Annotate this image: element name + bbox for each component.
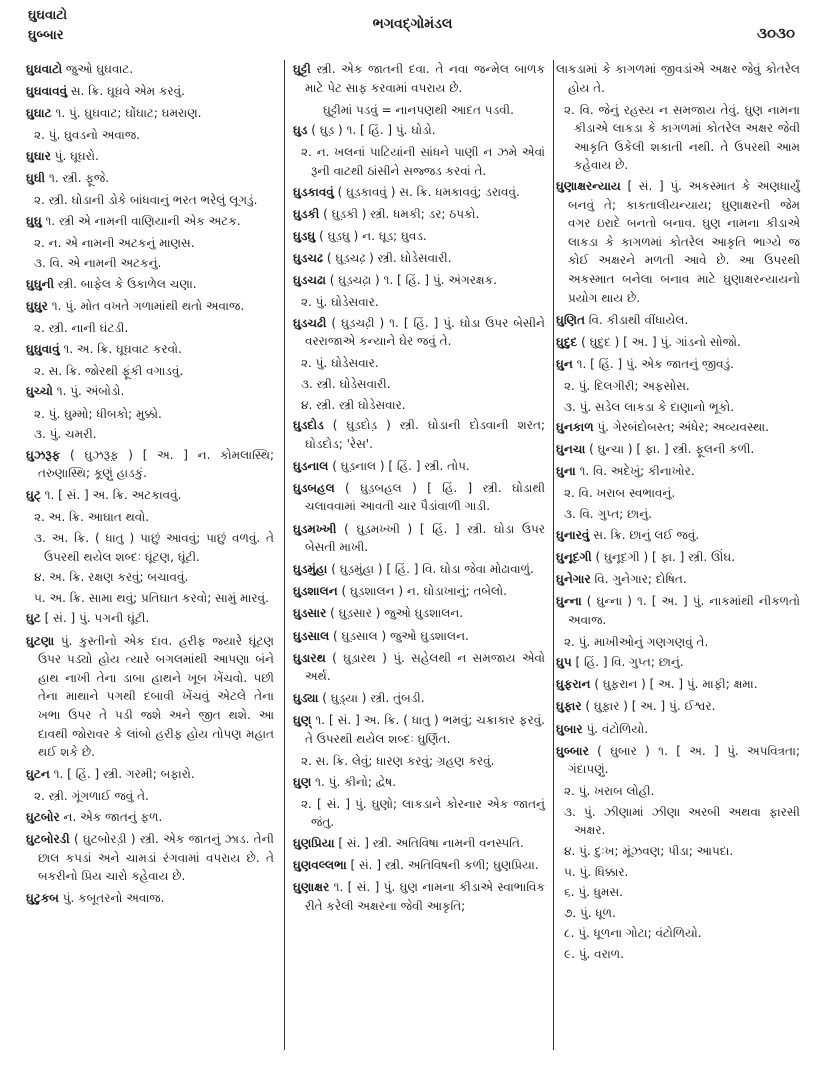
- headword: ઘુણ: [293, 774, 312, 789]
- sub-sense: ૨. અ. ક્રિ. આઘાત થવો.: [34, 510, 150, 525]
- dictionary-entry: [556, 60, 800, 97]
- definition: પું. કબૂતરનો અવાજ.: [62, 891, 165, 906]
- sub-sense: ૨. પું. માખીઓનું ગણગણવું તે.: [564, 634, 709, 649]
- headword: ઘુણપ્રિયા: [293, 835, 335, 850]
- sub-sense: ૩. પું. ચમરી.: [34, 427, 97, 442]
- headword: ઘુટ્ટી: [293, 62, 311, 76]
- dictionary-entry: [26, 446, 274, 483]
- sub-sense: ૨. વિ. ખરાબ સ્વભાવનું.: [564, 486, 676, 501]
- sub-sense: ૩. વિ. એ નામની અટકનું.: [34, 256, 162, 271]
- dictionary-entry: [556, 742, 800, 779]
- headword: ઘુફાર: [556, 699, 582, 714]
- definition: ( ઘુન્ચા ) [ ફા. ] સ્ત્રી. ફૂલની કળી.: [589, 442, 755, 457]
- definition: ( ઘુનૂદગી ) [ ફા. ] સ્ત્રી. ઊંઘ.: [595, 549, 736, 564]
- definition: ( ઘુડ઼દોડ઼ ) સ્ત્રી. ઘોડાની દોડવાની શરત; ઘોડદોડ; 'રેસ'.: [305, 418, 545, 451]
- headword: ઘુડમુંહા: [293, 562, 328, 577]
- headword: ઘુણાક્ષરન્યાય: [556, 179, 621, 194]
- dictionary-entry: [556, 720, 800, 739]
- headword: ઘુફરાન: [556, 677, 591, 692]
- headword: ઘુટણા: [26, 633, 55, 648]
- definition: ( ઘુડ઼સાલ ) જુઓ ઘુડશાલન.: [332, 628, 469, 643]
- headword: ઘુન: [556, 356, 573, 371]
- dictionary-entry: [26, 632, 274, 762]
- definition: ૧. [ સં. ] અ. ક્રિ. અટકાવવું.: [44, 488, 182, 503]
- dictionary-entry: [556, 592, 800, 629]
- dictionary-entry: [556, 526, 800, 545]
- headword: ઘુટુકબ: [26, 891, 59, 906]
- definition: ( ઘુડ઼ ) ૧. [ હિં. ] પું. ઘોડો.: [311, 123, 436, 138]
- definition: ( ઘુડ઼્યા ) સ્ત્રી. તુંબડી.: [322, 691, 425, 706]
- dictionary-entry: [556, 355, 800, 374]
- sub-sense: ૨. પું. ઘુમ્મો; ધીબકો; મુક્કો.: [34, 406, 162, 421]
- column-1: [26, 60, 274, 911]
- definition: ( ઘુડ઼ઘુ ) ન. ઘૂડ; ઘુવડ.: [319, 228, 427, 243]
- definition: ( ઘુડ઼શાલન ) ન. ઘોડાખાનું; તબેલો.: [341, 584, 507, 599]
- sub-sense: ૩. વિ. ગુપ્ત; છાનું.: [564, 507, 652, 522]
- headword: ઘુટબોર: [26, 809, 60, 824]
- headword: ઘુઘુ: [26, 213, 42, 228]
- headword: ઘુણ્: [293, 713, 312, 728]
- dictionary-entry: [293, 205, 545, 224]
- headword: ઘુડસાર: [293, 606, 327, 621]
- dictionary-entry: [26, 382, 274, 401]
- definition: ( ઘુડ઼ારથ ) પું. સહેલથી ન સમજાય એવો અર્થ.: [305, 650, 545, 684]
- sub-sense: ૩. સ્ત્રી. ઘોડેસવારી.: [301, 376, 391, 391]
- guide-word-first: ઘુઘવાટો: [28, 8, 68, 23]
- headword: ઘુણાક્ષર: [293, 880, 330, 895]
- sub-sense: ૨. ન. ખલનાં પાટિયાંની સાંધને પાણી ન ઝમે એવાં રૂની વાટથી ઠાંસીને સજ્જડ કરવાં તે.: [301, 145, 545, 178]
- headword: ઘુડનાલ: [293, 458, 329, 473]
- headword: ઘુનારવું: [556, 527, 590, 542]
- definition: પું. ઘૂઘરો.: [54, 148, 99, 163]
- headword: ઘુડારથ: [293, 650, 326, 665]
- definition: ૧. પું. કીનો; દ્વેષ.: [315, 774, 397, 789]
- dictionary-entry: [293, 416, 545, 453]
- definition: ( ઘુડ઼કી ) સ્ત્રી. ધમકી; ડર; ઠપકો.: [323, 206, 480, 221]
- idiom: ઘુટ્ટીમાં પડવું = નાનપણથી આદત પડવી.: [323, 102, 514, 117]
- headword: ઘુના: [556, 464, 576, 479]
- headword: ઘુઝરૂફ: [26, 447, 61, 462]
- definition: ૧. [ સં. ] પું. ઘુણ નામના કીડાએ સ્વાભાવિક રીતે કરેલી અક્ષરના જેવી આકૃતિ;: [305, 880, 545, 913]
- headword: ઘુડ્યા: [293, 691, 319, 706]
- sub-sense: ૪. પું. દુઃખ; મૂંઝવણ; પીડા; આપદા.: [564, 844, 734, 859]
- definition: જુઓ ઘુઘવાટ.: [65, 62, 134, 76]
- headword: ઘુટબોરડી: [26, 831, 70, 846]
- dictionary-entry: [26, 765, 274, 784]
- column-2: [284, 60, 554, 1050]
- dictionary-entry: [293, 271, 545, 290]
- dictionary-entry: [556, 462, 800, 481]
- sub-sense: ૭. પું. ધૂળ.: [564, 905, 616, 920]
- page-number: ૩૦૩૦: [756, 24, 795, 42]
- sub-sense: ૨. પું. ઘોડેસવાર.: [301, 295, 379, 310]
- sub-sense: ૫. અ. ક્રિ. સામા થવું; પ્રતિઘાત કરવો; સામું મારવું.: [34, 590, 269, 605]
- definition: [ સં. ] પું. અકસ્માત કે અણધાર્યું બનવું તે; કાકતાલીયન્યાય; ઘુણાક્ષરની જેમ વગર ઇરાદે બનતો બનાવ. ઘુણ નામના કીડાએ લાકડા કે કાગળમાં કોતરેલ આકૃતિ ભાગ્યે જ કોઈ અક્ષરને મળતી આવે છે. આ ઉપરથી અકસ્માત બનેલા બનાવ માટે ઘુણાક્ષરન્યાયનો પ્રયોગ થાય છે.: [568, 179, 800, 305]
- headword: ઘુડબહલ: [293, 480, 335, 495]
- dictionary-entry: [26, 889, 274, 908]
- dictionary-entry: [293, 314, 545, 351]
- dictionary-entry: [293, 520, 545, 557]
- dictionary-entry: [293, 121, 545, 140]
- dictionary-entry: [293, 773, 545, 792]
- headword: ઘુટ: [26, 611, 41, 626]
- definition: ન. એક જાતનું ફળ.: [63, 809, 163, 824]
- definition: ( ઘુડ઼બહલ ) [ હિં. ] સ્ત્રી. ઘોડાથી ચલાવવામાં આવતી ચાર પૈડાંવાળી ગાડી.: [305, 480, 545, 514]
- dictionary-entry: [556, 548, 800, 567]
- definition: [ સં. ] સ્ત્રી. અતિવિષની કળી; ઘુણપ્રિયા.: [350, 858, 539, 873]
- sub-sense: ૩. પું. સડેલ લાકડા કે દાણાનો ભૂકો.: [564, 399, 735, 414]
- sub-sense: ૩. અ. ક્રિ. ( ધાતુ ) પાછું આવવું; પાછું વળવું. તે ઉપરથી થયેલ શબ્દઃ ઘૂંટણ, ઘૂંટી.: [34, 531, 274, 564]
- dictionary-entry: [26, 147, 274, 166]
- dictionary-entry: [556, 440, 800, 459]
- definition: ( ઘુન્ના ) ૧. [ અ. ] પું. નાકમાંથી નીકળતો અવાજ.: [568, 593, 800, 627]
- sub-sense: ૨. સ્ત્રી. નાની ઘંટડી.: [34, 321, 129, 336]
- headword: ઘુચ્ચો: [26, 384, 53, 399]
- dictionary-entry: [556, 333, 800, 352]
- definition: સ. ક્રિ. ઘૂઘવે એમ કરવું.: [70, 84, 185, 99]
- sub-sense: ૯. પું. વરાળ.: [564, 947, 624, 962]
- definition: ( ઘુડ઼મુંહા ) [ હિં. ] વિ. ઘોડા જેવા મોઢાવાળું.: [331, 562, 534, 577]
- dictionary-entry: [26, 275, 274, 294]
- headword: ઘુબ્બાર: [556, 743, 589, 758]
- headword: ઘુડશાલન: [293, 584, 338, 599]
- definition: ૧. [ હિં. ] સ્ત્રી. ગરમી; બફારો.: [53, 767, 195, 782]
- definition: ( ઘુટબોરડ઼ી ) સ્ત્રી. એક જાતનું ઝાડ. તેની છાલ કપડાં અને ચામડાં રંગવામાં વપરાય છે. તે બકરીનો પ્રિય ચારો કહેવાય છે.: [38, 831, 274, 884]
- definition: સ. ક્રિ. છાનું લઈ જવું.: [593, 527, 700, 542]
- definition: પું. વંટોળિયો.: [586, 721, 649, 736]
- headword: ઘુનકાળ: [556, 420, 594, 435]
- definition: ( ઘુબાર ) ૧. [ અ. ] પું. અપવિત્રતા; ગંદાપણું.: [568, 743, 800, 777]
- headword: ઘુણવલ્લભા: [293, 858, 347, 873]
- dictionary-entry: [26, 340, 274, 359]
- headword: ઘુઘુવાવું: [26, 341, 60, 356]
- headword: ઘુડમખ્ખી: [293, 521, 337, 536]
- definition: ( ઘુડ઼ચઢ઼ ) સ્ત્રી. ઘોડેસવારી.: [326, 250, 452, 265]
- sub-sense: ૨. પું. ખરાબ લોહી.: [564, 784, 655, 799]
- headword: ઘુઘુની: [26, 276, 55, 291]
- headword: ઘુડદોડ: [293, 418, 324, 433]
- headword: ઘુઘાટ: [26, 106, 52, 121]
- headword: ઘુડચઢ: [293, 250, 323, 265]
- sub-sense: ૨. પું. ઘોડેસવાર.: [301, 356, 379, 371]
- dictionary-entry: [293, 711, 545, 748]
- dictionary-entry: [26, 82, 274, 101]
- dictionary-entry: [293, 649, 545, 686]
- headword: ઘુણિત: [556, 312, 585, 327]
- dictionary-entry: [26, 609, 274, 628]
- headword: ઘુડકાવવું: [293, 184, 334, 199]
- definition: પું. કુસ્તીનો એક દાવ. હરીફ જ્યારે ઘૂંટણ ઉપર પડ્યો હોય ત્યારે બગલમાંથી આપણા બંને હાથ નાખી તેના ડાબા હાથને ખૂબ ખેંચવો. પછી તેના માથાને પગથી દબાવી ખેંચવું એટલે તેના ખભા ઉપર તે પડી જશે અને જીત થશે. આ દાવથી જોરાવર કે લાંબો હરીફ હોય તોપણ મહાત થઈ શકે છે.: [38, 633, 274, 760]
- dictionary-entry: [293, 560, 545, 579]
- page-title: ભગવદ્ગોમંડલ: [372, 16, 453, 32]
- dictionary-entry: [293, 627, 545, 646]
- sub-sense: ૨. પું. ઘુવડનો અવાજ.: [34, 128, 140, 143]
- definition: વિ. કીડાથી વીંધાયેલ.: [588, 312, 689, 327]
- column-3: [556, 60, 800, 966]
- headword: ઘુઘવાવવું: [26, 84, 68, 99]
- definition: ( ઘુડ઼મખ્ખી ) [ હિં. ] સ્ત્રી. ઘોડા ઉપર બેસતી માખી.: [305, 521, 545, 555]
- sub-sense: ૨. સ્ત્રી. ગૂંગળાઈ જવું તે.: [34, 789, 149, 804]
- headword: ઘુડકી: [293, 206, 320, 221]
- dictionary-entry: [293, 183, 545, 202]
- sub-sense: ૪. અ. ક્રિ. રક્ષણ કરવું; બચાવવું.: [34, 570, 189, 585]
- headword: ઘુડચઢી: [293, 315, 327, 330]
- sub-sense: ૪. સ્ત્રી. સ્ત્રી ઘોડેસવાર.: [301, 397, 406, 412]
- definition: [ હિં. ] વિ. ગુપ્ત; છાનું.: [575, 655, 684, 670]
- sub-sense: ૨. વિ. જેનું રહસ્ય ન સમજાય તેવું. ઘુણ નામના કીડાએ લાકડા કે કાગળમાં કોતરેલ અક્ષર જેવી આકૃતિ ઉકેલી શકાતી નથી. તે ઉપરથી આમ કહેવાય છે.: [564, 102, 800, 173]
- headword: ઘુઘવાટો: [26, 62, 63, 76]
- sub-sense: ૨. સ્ત્રી. ઘોડાની ડોકે બાંધવાનું ભરત ભરેલું લૂગડું.: [34, 193, 258, 208]
- definition: પું. ગેરબંદોબસ્ત; અંધેર; અવ્યવસ્થા.: [597, 420, 769, 435]
- dictionary-entry: [26, 104, 274, 123]
- definition: સ્ત્રી. બાફેલ કે ઉકાળેલ ચણા.: [57, 276, 197, 291]
- definition: ( ઘુડ઼નાલ ) [ હિં. ] સ્ત્રી. તોપ.: [332, 458, 470, 473]
- definition: ( ઘુદુદ ) [ અ. ] પું. ગાંડનો સોજો.: [581, 334, 741, 349]
- definition: ૧. પું. મોત વખતે ગળામાંથી થતો અવાજ.: [51, 299, 245, 314]
- definition: ( ઘુડ઼સાર ) જુઓ ઘુડશાલન.: [330, 606, 464, 621]
- dictionary-entry: [26, 212, 274, 231]
- headword: ઘુડસાલ: [293, 628, 330, 643]
- headword: ઘુડચઢા: [293, 272, 326, 287]
- definition: ( ઘુડ઼ચઢ઼ી ) ૧. [ હિં. ] પું. ઘોડા ઉપર બેસીને વરરાજાએ કન્યાને ઘેર જવું તે.: [305, 315, 545, 349]
- sub-sense: ૨. ન. એ નામની અટકનું માણસ.: [34, 235, 195, 250]
- dictionary-entry: [293, 856, 545, 875]
- dictionary-entry: [293, 604, 545, 623]
- headword: ઘુડઘુ: [293, 228, 316, 243]
- dictionary-entry: [26, 169, 274, 188]
- definition: ૧. અ. ક્રિ. ઘૂઘવાટ કરવો.: [63, 341, 182, 356]
- definition: લાકડામાં કે કાગળમાં જીવડાંએ અક્ષર જેવું કોતરેલ હોય તે.: [556, 62, 800, 95]
- headword: ઘુટન: [26, 767, 50, 782]
- dictionary-entry: [26, 830, 274, 886]
- definition: [ સં. ] સ્ત્રી. અતિવિષા નામની વનસ્પતિ.: [338, 835, 524, 850]
- headword: ઘુન્ના: [556, 593, 582, 608]
- definition: ( ઘુફ઼ાર ) [ અ. ] પું. ઈશ્વર.: [585, 699, 716, 714]
- dictionary-entry: [556, 697, 800, 716]
- headword: ઘુદુદ: [556, 334, 578, 349]
- dictionary-entry: [26, 60, 274, 79]
- headword: ઘુનૂદગી: [556, 549, 592, 564]
- dictionary-entry: [556, 418, 800, 437]
- definition: ૧. સ્ત્રી. ફૂજે.: [48, 170, 110, 185]
- dictionary-entry: [293, 689, 545, 708]
- dictionary-entry: [26, 297, 274, 316]
- sub-sense: ૮. પું. ધૂળના ગોટા; વંટોળિયો.: [564, 926, 702, 941]
- dictionary-entry: [26, 486, 274, 505]
- sub-sense: ૩. પું. ઝીણામાં ઝીણા અરબી અથવા ફારસી અક્ષર.: [564, 804, 800, 838]
- headword: ઘુઘુર: [26, 299, 48, 314]
- definition: ૧. [ હિં. ] પું. એક જાતનું જીવડું.: [576, 356, 735, 371]
- dictionary-entry: [26, 808, 274, 827]
- dictionary-entry: [293, 457, 545, 476]
- headword: ઘુનચા: [556, 442, 586, 457]
- dictionary-entry: [556, 177, 800, 307]
- definition: ( ઘુડ઼કાવવું ) સ. ક્રિ. ધમકાવવું; ડરાવવું.: [337, 184, 520, 199]
- headword: ઘુઘાર: [26, 148, 51, 163]
- dictionary-entry: [293, 878, 545, 915]
- definition: ૧. [ સં. ] અ. ક્રિ. ( ધાતુ ) ભમવું; ચક્રાકાર ફરવું. તે ઉપરથી થયેલ શબ્દઃ ઘુર્ણિત.: [305, 713, 545, 746]
- dictionary-entry: [556, 675, 800, 694]
- dictionary-entry: [293, 60, 545, 97]
- sub-sense: ૨. સ. ક્રિ. લેવું; ધારણ કરવું; ગ્રહણ કરવું.: [301, 754, 495, 769]
- headword: ઘુબાર: [556, 721, 583, 736]
- sub-sense: ૬. પું. ધુમસ.: [564, 885, 623, 900]
- definition: વિ. ગુનેગાર; દોષિત.: [594, 571, 687, 586]
- dictionary-entry: [556, 311, 800, 330]
- sub-sense: ૨. સ. ક્રિ. જોરથી ફૂંકી વગાડવું.: [34, 363, 184, 378]
- dictionary-entry: [293, 249, 545, 268]
- headword: ઘુટ્: [26, 488, 41, 503]
- definition: સ્ત્રી. એક જાતની દવા. તે નવા જન્મેલ બાળક માટે પેટ સાફ કરવામાં વપરાય છે.: [305, 62, 545, 95]
- definition: ૧. પું. અંબોડો.: [56, 384, 125, 399]
- sub-sense: ૨. પું. દિલગીરી; અફસોસ.: [564, 379, 690, 393]
- definition: ( ઘુઝરૂફ઼ ) [ અ. ] ન. કોમલાસ્થિ; તરુણાસ્થિ; કૂણું હાડકું.: [38, 447, 274, 481]
- dictionary-entry: [293, 582, 545, 601]
- definition: ૧. પું. ઘુઘવાટ; ઘોંઘાટ; ઘમરાણ.: [55, 106, 202, 121]
- dictionary-entry: [293, 834, 545, 853]
- guide-word-last: ઘુબ્બાર: [28, 28, 64, 43]
- headword: ઘુડ: [293, 123, 308, 138]
- definition: ૧. વિ. અદેખું; કીનાખોર.: [579, 464, 695, 479]
- definition: ૧. સ્ત્રી એ નામની વાણિયાની એક અટક.: [45, 213, 241, 228]
- dictionary-entry: [293, 479, 545, 516]
- dictionary-entry: [556, 570, 800, 589]
- headword: ઘુપ: [556, 655, 572, 670]
- sub-sense: ૨. [ સં. ] પું. ઘુણો; લાકડાને કોરનાર એક જાતનું જંતુ.: [301, 796, 545, 830]
- definition: ( ઘુફ઼રાન ) [ અ. ] પું. માફી; ક્ષમા.: [594, 677, 758, 692]
- headword: ઘુઘી: [26, 170, 46, 185]
- headword: ઘુનેગાર: [556, 571, 591, 586]
- sub-sense: ૫. પું. ધિક્કાર.: [564, 864, 629, 879]
- definition: [ સં. ] પું. પગની ઘૂંટી.: [44, 611, 150, 626]
- definition: ( ઘુડ઼ચઢ઼ા ) ૧. [ હિં. ] પું. અંગરક્ષક.: [329, 272, 497, 287]
- dictionary-entry: [293, 227, 545, 246]
- dictionary-entry: [556, 653, 800, 672]
